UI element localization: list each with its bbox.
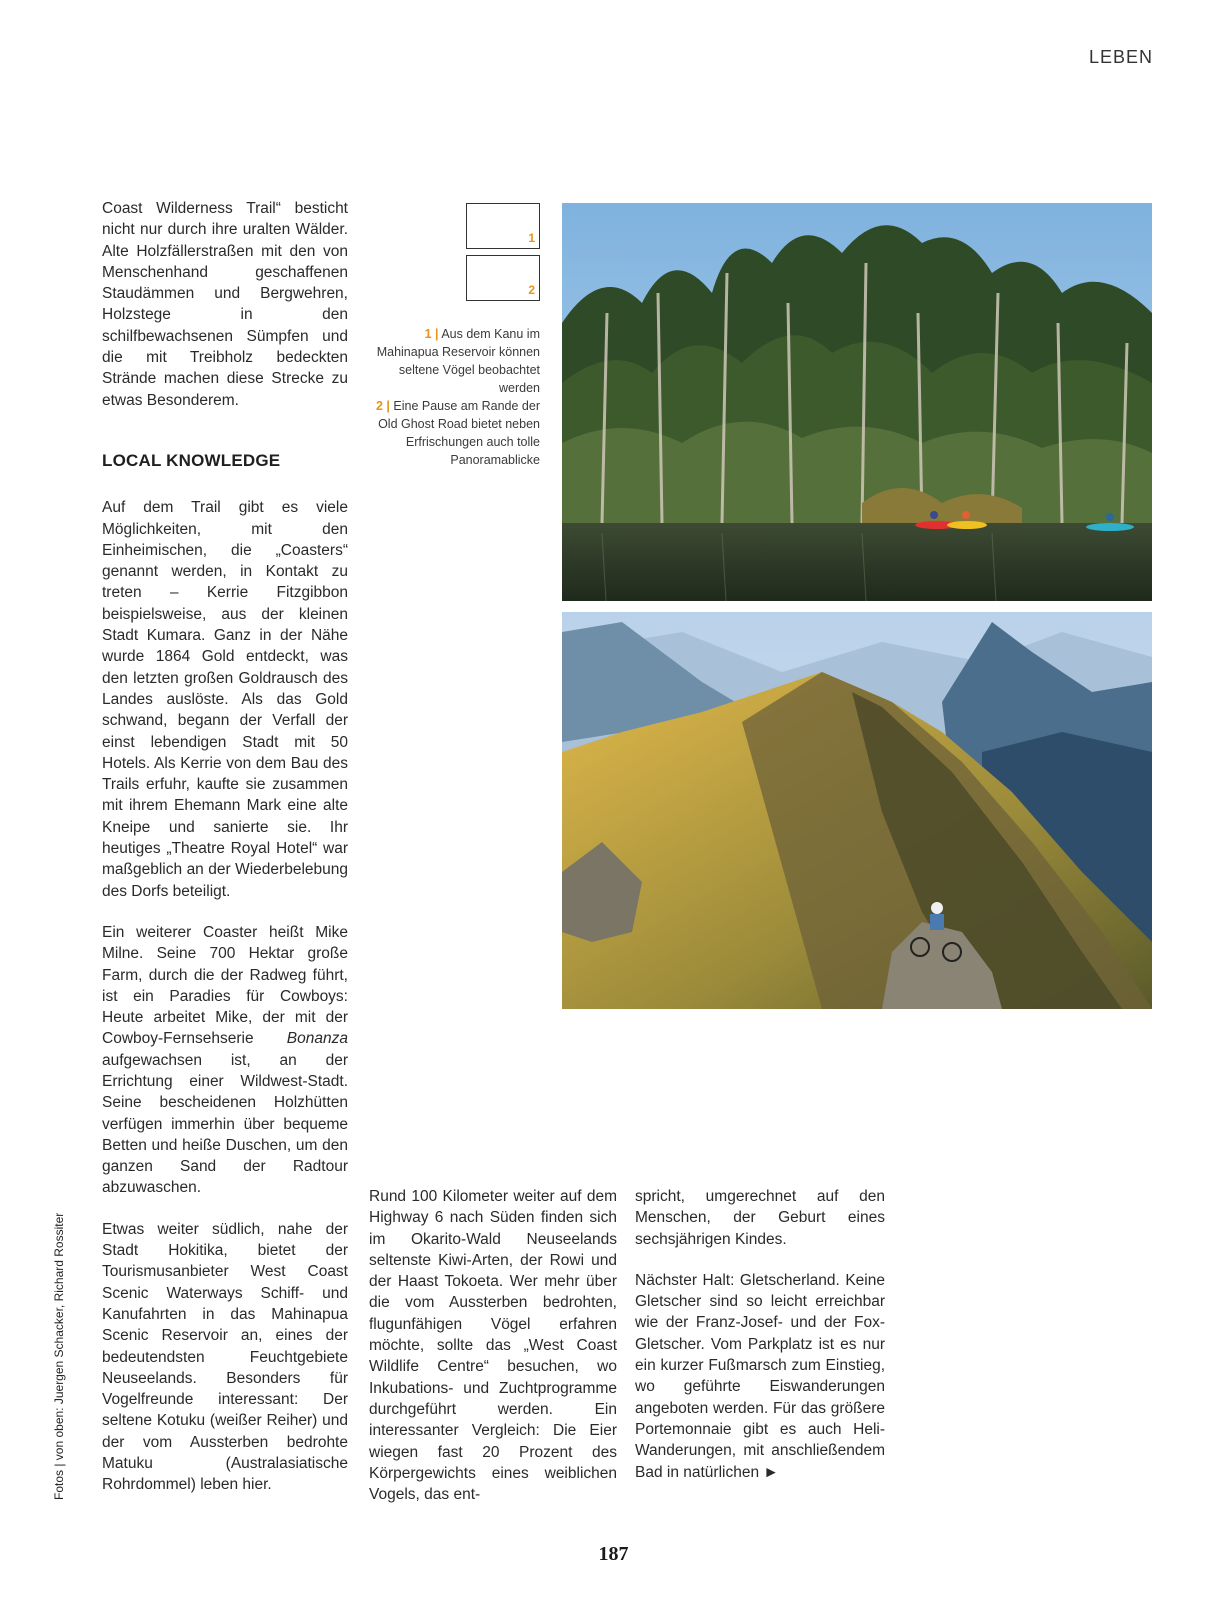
mountain-ridge-cyclist-photo [562,612,1152,1009]
section-label: LEBEN [1088,47,1153,67]
paragraph: Coast Wilderness Trail“ besticht nicht nur durch ihre uralten Wälder. Alte Holzfällerstraßen mit den von Menschenhand geschaffenen Staudämmen und Bergwehren, Holzstege in den schilfbewachsenen Sümpfen und die mit Treibholz bedeckten Strände machen diese Strecke zu etwas Besonderem. [102,200,348,409]
paragraph: spricht, umgerechnet auf den Menschen, der Geburt eines sechsjährigen Kindes. [635,1188,885,1248]
paragraph: Rund 100 Kilometer weiter auf dem Highway 6 nach Süden finden sich im Okarito-Wald Neuseelands seltenste Kiwi-Arten, der Rowi und der Haast Tokoeta. Wer mehr über die vom Aussterben bedrohten, flugunfähigen Vögel erfahren möchte, sollte das „West Coast Wildlife Centre“ besuchen, wo Inkubations- und Zuchtprogramme durchgeführt werden. Ein interessanter Vergleich: Die Eier wiegen fast 20 Prozent des Körpergewichts eines weiblichen Vogels, das ent- [369,1188,617,1504]
article-column-right [635,1186,885,1503]
paragraph: Auf dem Trail gibt es viele Möglichkeiten, mit den Einheimischen, die „Coasters“ genannt werden, in Kontakt zu treten – Kerrie Fitzgibbon beispielsweise, aus der kleinen Stadt Kumara. Ganz in der Nähe wurde 1864 Gold entdeckt, was den letzten großen Goldrausch des Landes auslöste. Als das Gold schwand, begann der Verfall der einst lebendigen Stadt mit 50 Hotels. Als Kerrie von dem Bau des Trails erfuhr, kaufte sie zusammen mit ihrem Ehemann Mark eine alte Kneipe und sanierte sie. Ihr heutiges „Theatre Royal Hotel“ war maßgeblich an der Wiederbelebung des Dorfs beteiligt. [102,499,348,900]
tv-series-title: Bonanza [286,1030,348,1048]
caption-2: 2 | Eine Pause am Rande der Old Ghost Road bietet neben Erfrischungen auch tolle Panoramablicke [375,399,540,467]
photo-credit: Fotos | von oben: Juergen Schacker, Richard Rossiter [52,1212,66,1500]
article-column-left [102,198,348,1516]
article-column-middle [369,1186,617,1525]
paragraph: Ein weiterer Coaster heißt Mike Milne. Seine 700 Hektar große Farm, durch die der Radweg führt, ist ein Paradies für Cowboys: Heute arbeitet Mike, der mit der Cowboy-Fernsehserie Bonanza aufgewachsen ist, an der Errichtung einer Wildwest-Stadt. Seine bescheidenen Holzhütten verfügen immerhin über bequeme Betten und heiße Duschen, um den ganzen Sand der Radtour abzuwaschen. [102,923,348,1197]
continue-arrow-icon: ► [763,1463,779,1481]
kayak-lake-forest-photo [562,203,1152,601]
paragraph: Etwas weiter südlich, nahe der Stadt Hokitika, bietet der Tourismusanbieter West Coast Scenic Waterways Schiff- und Kanufahrten in das Mahinapua Scenic Reservoir an, eines der bedeutendsten Feuchtgebiete Neuseelands. Besonders für Vogelfreunde interessant: Der seltene Kotuku (weißer Reiher) und der vom Aussterben bedrohte Matuku (Australasiatische Rohrdommel) leben hier. [102,1220,348,1494]
image-legend-box-2: 2 [466,255,540,301]
page-number: 187 [598,1543,629,1565]
image-legend-box-1: 1 [466,203,540,249]
caption-1: 1 | Aus dem Kanu im Mahinapua Reservoir können seltene Vögel beobachtet werden [376,327,540,395]
image-captions [370,325,540,469]
paragraph: Nächster Halt: Gletscherland. Keine Gletscher sind so leicht erreichbar wie der Franz-Josef- und der Fox-Gletscher. Vom Parkplatz ist es nur ein kurzer Fußmarsch zum Einstieg, wo geführte Eiswanderungen angeboten werden. Für das größere Portemonnaie gibt es auch Heli-Wanderungen, mit anschließendem Bad in natürlichen ► [635,1271,885,1481]
section-heading: LOCAL KNOWLEDGE [102,450,281,470]
